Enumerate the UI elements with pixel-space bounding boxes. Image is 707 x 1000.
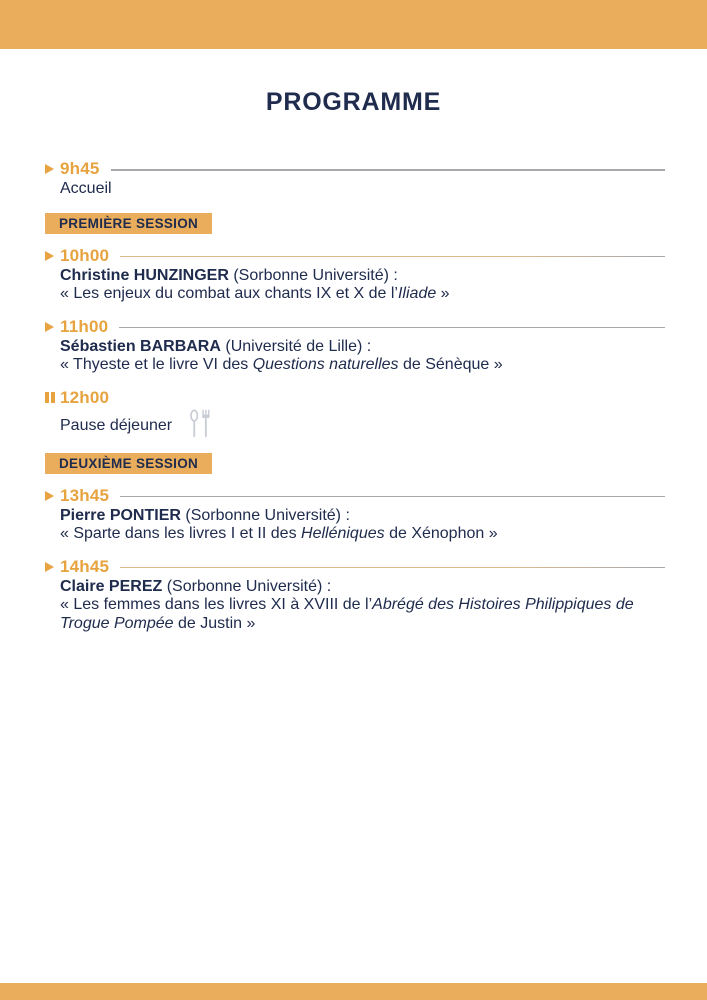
time-label: 13h45	[60, 485, 110, 505]
text-line	[60, 409, 665, 439]
text-line	[60, 356, 665, 375]
text-run: Claire PEREZ	[60, 577, 163, 595]
text-run: de Xénophon »	[384, 525, 498, 542]
item-head	[45, 318, 665, 336]
time-label: 9h45	[60, 159, 100, 178]
text-line	[60, 596, 665, 615]
item-head	[45, 160, 665, 178]
item-body	[45, 180, 665, 199]
text-run: de Sénèque »	[398, 356, 503, 373]
item-head	[45, 558, 665, 576]
schedule-item	[45, 160, 665, 199]
rule-line	[111, 169, 665, 170]
item-head	[45, 487, 665, 505]
time-label: 12h00	[60, 387, 110, 407]
text-line	[60, 180, 665, 199]
play-icon	[45, 562, 60, 572]
text-line	[60, 507, 665, 526]
session-badge	[45, 453, 212, 474]
text-run: Trogue Pompée	[60, 614, 174, 632]
text-run: Christine HUNZINGER	[60, 266, 229, 284]
item-body	[45, 578, 665, 634]
text-line	[60, 615, 665, 634]
text-run: Accueil	[60, 180, 112, 197]
item-body	[45, 409, 665, 439]
time-label: 11h00	[60, 316, 109, 336]
text-line	[60, 267, 665, 286]
text-run: « Sparte dans les livres I et II des	[60, 525, 302, 542]
rule-line	[120, 256, 665, 257]
text-run: Iliade	[397, 285, 437, 302]
text-run: « Les enjeux du combat aux chants IX et X de l’	[60, 285, 398, 302]
text-run: Questions naturelles	[252, 356, 399, 373]
play-icon	[45, 251, 60, 261]
schedule-list	[0, 160, 707, 633]
play-icon	[45, 164, 60, 174]
item-body	[45, 338, 665, 375]
rule-line	[120, 496, 665, 497]
text-run: »	[436, 285, 450, 302]
bottom-bar	[0, 983, 707, 1000]
schedule-item	[45, 487, 665, 544]
top-bar	[0, 0, 707, 49]
text-run: Pause déjeuner	[60, 416, 173, 434]
text-line	[60, 285, 665, 304]
text-run: (Sorbonne Université) :	[228, 266, 398, 284]
item-head	[45, 389, 665, 407]
pause-icon	[45, 392, 60, 403]
rule-line	[119, 327, 665, 328]
time-label: 14h45	[60, 556, 110, 576]
text-run: (Sorbonne Université) :	[162, 577, 332, 595]
item-body	[45, 507, 665, 544]
play-icon	[45, 491, 60, 501]
text-line	[60, 525, 665, 544]
time-label: 10h00	[60, 245, 110, 265]
cutlery-icon	[187, 409, 212, 439]
schedule-item	[45, 247, 665, 304]
text-run: « Thyeste et le livre VI des	[60, 356, 253, 373]
text-run: « Les femmes dans les livres XI à XVIII de l’	[60, 596, 373, 613]
text-run: Helléniques	[301, 525, 385, 542]
session-label: PREMIÈRE SESSION	[59, 215, 199, 231]
schedule-item	[45, 558, 665, 634]
text-run: Pierre PONTIER	[60, 506, 181, 524]
item-head	[45, 247, 665, 265]
text-run: (Université de Lille) :	[220, 337, 372, 355]
text-line	[60, 338, 665, 357]
rule-line	[120, 567, 665, 568]
schedule-item	[45, 389, 665, 439]
text-run: Sébastien BARBARA	[60, 337, 221, 355]
session-badge	[45, 213, 212, 234]
item-body	[45, 267, 665, 304]
session-label: DEUXIÈME SESSION	[59, 455, 199, 471]
schedule-item	[45, 318, 665, 375]
play-icon	[45, 322, 60, 332]
text-run: Abrégé des Histoires Philippiques de	[372, 596, 634, 613]
text-line	[60, 578, 665, 597]
text-run: de Justin »	[173, 614, 256, 632]
page-title: PROGRAMME	[265, 88, 442, 116]
text-run: (Sorbonne Université) :	[180, 506, 350, 524]
